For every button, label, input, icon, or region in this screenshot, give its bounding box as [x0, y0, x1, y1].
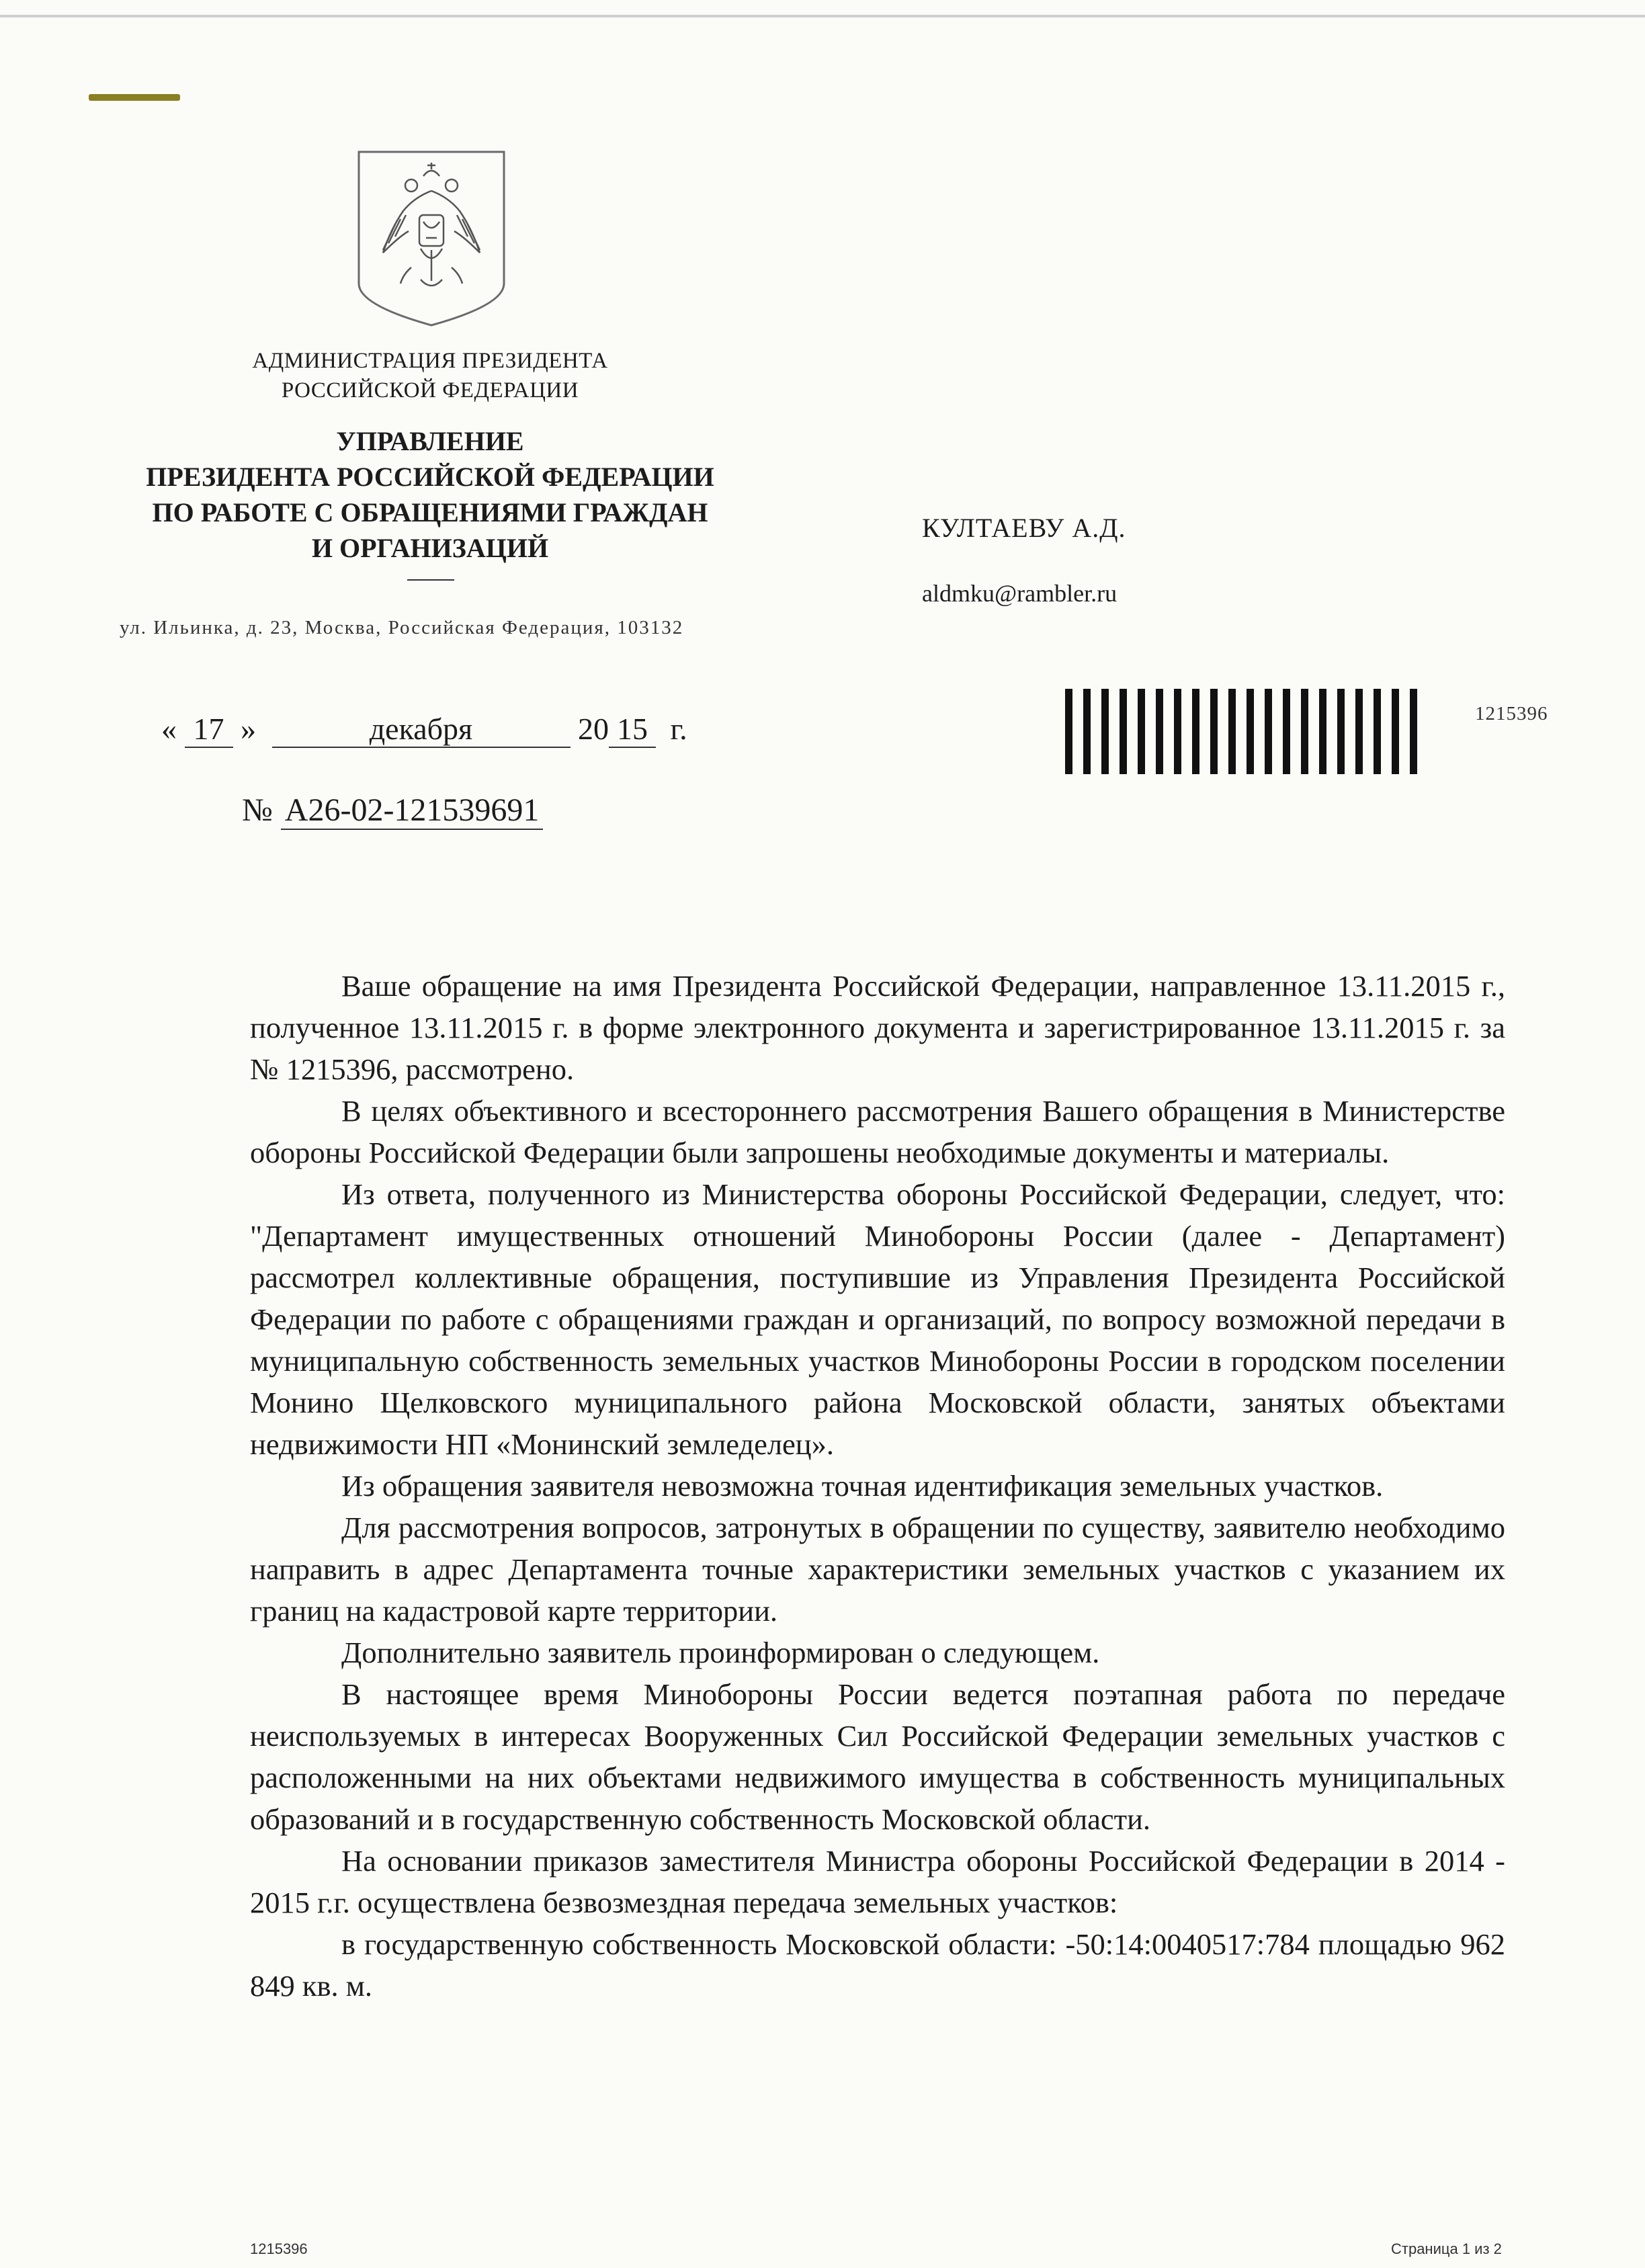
department-title-line-1: УПРАВЛЕНИЕ: [336, 426, 524, 456]
org-name-line-2: РОССИЙСКОЙ ФЕДЕРАЦИИ: [281, 378, 579, 403]
recipient-name: КУЛТАЕВУ А.Д.: [922, 513, 1126, 543]
date-open-quote: «: [161, 712, 177, 746]
barcode: [1065, 689, 1417, 774]
department-title-line-4: И ОРГАНИЗАЦИЙ: [311, 533, 549, 563]
letter-body: [250, 965, 1505, 2007]
department-title-line-2: ПРЕЗИДЕНТА РОССИЙСКОЙ ФЕДЕРАЦИИ: [146, 462, 714, 492]
department-address: ул. Ильинка, д. 23, Москва, Российская Федерация, 103132: [120, 617, 684, 638]
footer-page-label: Страница 1 из 2: [1391, 2240, 1502, 2257]
body-paragraph-5: Для рассмотрения вопросов, затронутых в обращении по существу, заявителю необходимо направить в адрес Департамента точные характеристики земельных участков с указанием их границ на кадастровой карте территории.: [250, 1511, 1505, 1628]
coat-of-arms-emblem: [356, 149, 507, 328]
letter-date: [161, 711, 687, 748]
date-year-prefix: 20: [578, 712, 609, 746]
scan-top-edge: [0, 15, 1645, 17]
footer-doc-number: 1215396: [250, 2240, 308, 2257]
date-year-mark: г.: [670, 712, 687, 746]
date-close-quote: »: [241, 712, 256, 746]
org-name-line-1: АДМИНИСТРАЦИЯ ПРЕЗИДЕНТА: [252, 349, 608, 373]
highlighter-mark: [89, 94, 180, 101]
body-paragraph-7: В настоящее время Минобороны России ведется поэтапная работа по передаче неиспользуемых в интересах Вооруженных Сил Российской Федерации земельных участков с расположенными на них объектами недвижимого имущества в собственность муниципальных образований и в государственную собственность Московской области.: [250, 1677, 1505, 1836]
body-paragraph-8: На основании приказов заместителя Министра обороны Российской Федерации в 2014 - 2015 г.г. осуществлена безвозмездная передача земельных участков:: [250, 1844, 1505, 1919]
recipient-email: aldmku@rambler.ru: [922, 580, 1117, 607]
body-paragraph-3: Из ответа, полученного из Министерства обороны Российской Федерации, следует, что: "Департамент имущественных отношений Минобороны России (далее - Департамент) рассмотрел коллективные обращения, поступившие из Управления Президента Российской Федерации по работе с обращениями граждан и организаций, по вопросу возможной передачи в муниципальную собственность земельных участков Минобороны России в городском поселении Монино Щелковского муниципального района Московской области, занятых объектами недвижимости НП «Монинский земледелец».: [250, 1177, 1505, 1461]
reference-value: А26-02-121539691: [281, 792, 544, 830]
reference-prefix: №: [242, 792, 273, 828]
body-paragraph-6: Дополнительно заявитель проинформирован о следующем.: [341, 1636, 1100, 1669]
body-paragraph-9: в государственную собственность Московской области: -50:14:0040517:784 площадью 962 849 кв. м.: [250, 1927, 1505, 2003]
reference-number: [242, 792, 543, 830]
body-paragraph-4: Из обращения заявителя невозможна точная идентификация земельных участков.: [341, 1469, 1384, 1503]
body-paragraph-2: В целях объективного и всестороннего рассмотрения Вашего обращения в Министерстве обороны Российской Федерации были запрошены необходимые документы и материалы.: [250, 1094, 1505, 1169]
barcode-number: 1215396: [1475, 703, 1548, 724]
body-paragraph-1: Ваше обращение на имя Президента Российской Федерации, направленное 13.11.2015 г., полученное 13.11.2015 г. в форме электронного документа и зарегистрированное 13.11.2015 г. за № 1215396, рассмотрено.: [250, 969, 1505, 1086]
date-day: 17: [185, 711, 233, 748]
header-divider: [407, 579, 454, 581]
date-month: декабря: [272, 711, 571, 748]
date-year-suffix: 15: [609, 711, 656, 748]
department-title-line-3: ПО РАБОТЕ С ОБРАЩЕНИЯМИ ГРАЖДАН: [152, 497, 708, 528]
